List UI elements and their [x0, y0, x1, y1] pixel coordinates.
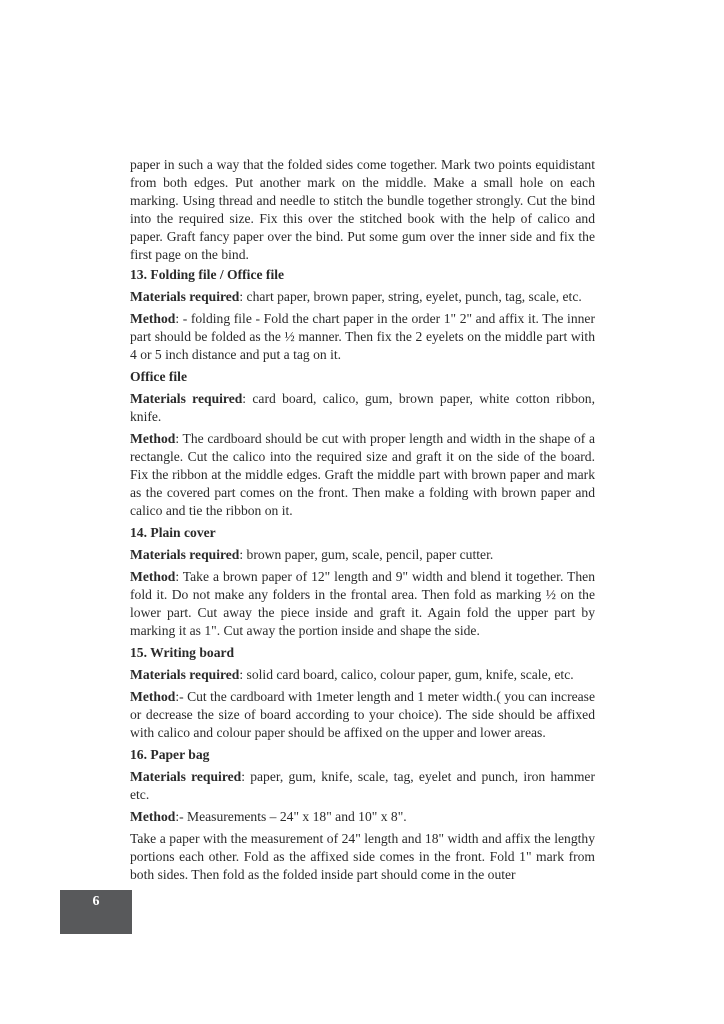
method-text: : The cardboard should be cut with proper length and width in the shape of a rectangle. Cut the calico into the required size and graft it on the side of the board. Fix the ribbon at the middle edges. Graft the middle part with brown paper and mark as the covered part comes on the front. Then make a folding with brown paper and calico and tie the ribbon on it. — [130, 431, 595, 518]
method-text: :- Cut the cardboard with 1meter length and 1 meter width.( you can increase or decrease the size of board according to your choice). The side should be affixed with calico and colour paper should be affixed on the upper and lower areas. — [130, 689, 595, 740]
page-content — [130, 156, 595, 888]
materials-paragraph — [130, 546, 595, 564]
method-label: Method — [130, 689, 176, 704]
materials-text: : solid card board, calico, colour paper, gum, knife, scale, etc. — [239, 667, 574, 682]
method-paragraph — [130, 808, 595, 826]
section-heading-office-file: Office file — [130, 369, 187, 384]
intro-paragraph: paper in such a way that the folded sides come together. Mark two points equidistant from both edges. Put another mark on the middle. Make a small hole on each marking. Using thread and needle to stitch the bundle together strongly. Cut the bind into the required size. Fix this over the stitched book with the help of calico and paper. Graft fancy paper over the bind. Put some gum over the inner side and fix the first page on the bind. — [130, 157, 595, 262]
section-heading-folding-file: 13. Folding file / Office file — [130, 267, 285, 282]
materials-paragraph — [130, 666, 595, 684]
paper-bag-instructions: Take a paper with the measurement of 24" length and 18" width and affix the lengthy portions each other. Fold as the affixed side comes in the front. Fold 1" mark from both sides. Then fold as the folded inside part should come in the outer — [130, 831, 595, 882]
materials-text: : card board, calico, gum, brown paper, white cotton ribbon, knife. — [130, 391, 595, 424]
materials-paragraph — [130, 288, 595, 306]
page-number-box — [60, 890, 132, 934]
materials-text: : brown paper, gum, scale, pencil, paper cutter. — [239, 547, 494, 562]
materials-text: : chart paper, brown paper, string, eyelet, punch, tag, scale, etc. — [239, 289, 582, 304]
materials-label: Materials required — [130, 289, 240, 304]
method-paragraph — [130, 430, 595, 520]
method-label: Method — [130, 569, 176, 584]
materials-label: Materials required — [130, 667, 240, 682]
section-heading-paper-bag: 16. Paper bag — [130, 747, 210, 762]
materials-label: Materials required — [130, 769, 242, 784]
method-text: : Take a brown paper of 12" length and 9" width and blend it together. Then fold it. Do not make any folders in the frontal area. Then fold as marking ½ on the lower part. Cut away the piece inside and graft it. Again fold the upper part by marking it as 1". Cut away the portion inside and shape the side. — [130, 569, 595, 638]
method-label: Method — [130, 809, 176, 824]
section-heading-plain-cover: 14. Plain cover — [130, 525, 216, 540]
materials-label: Materials required — [130, 391, 243, 406]
page-number: 6 — [92, 894, 100, 909]
section-heading-writing-board: 15. Writing board — [130, 645, 235, 660]
method-paragraph — [130, 568, 595, 640]
method-paragraph — [130, 688, 595, 742]
materials-text: : paper, gum, knife, scale, tag, eyelet and punch, iron hammer etc. — [130, 769, 595, 802]
method-text: : - folding file - Fold the chart paper in the order 1" 2" and affix it. The inner part should be folded as the ½ manner. Then fix the 2 eyelets on the middle part with 4 or 5 inch distance and put a tag on it. — [130, 311, 595, 362]
method-label: Method — [130, 431, 176, 446]
materials-paragraph — [130, 768, 595, 804]
method-paragraph — [130, 310, 595, 364]
method-label: Method — [130, 311, 176, 326]
materials-label: Materials required — [130, 547, 240, 562]
method-text: :- Measurements – 24" x 18" and 10" x 8". — [175, 809, 407, 824]
materials-paragraph — [130, 390, 595, 426]
